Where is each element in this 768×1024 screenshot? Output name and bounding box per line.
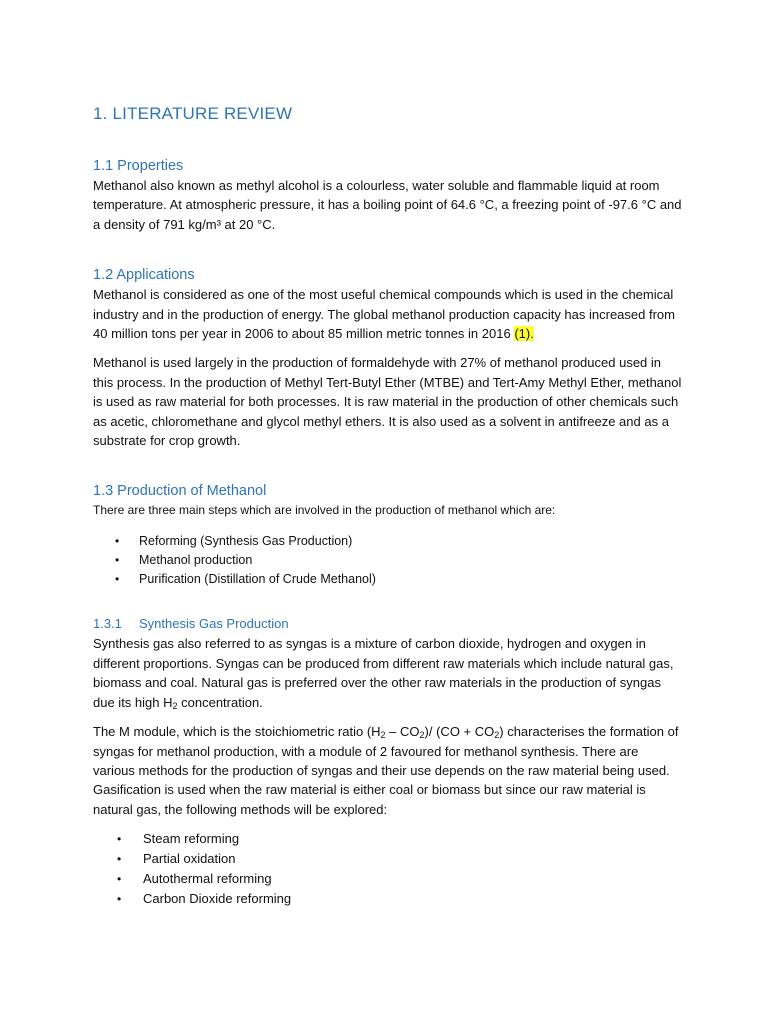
list-item: • Autothermal reforming xyxy=(93,869,683,889)
syngas-paragraph-2-start: The M module, which is the stoichiometric ratio (H xyxy=(93,724,381,740)
list-item: • Partial oxidation xyxy=(93,849,683,869)
subscript: 2 xyxy=(172,700,178,711)
syngas-methods-list xyxy=(93,829,683,909)
syngas-paragraph-2-rest: ) characterises the formation of syngas for methanol production, with a module of 2 favoured for methanol synthesis. There are various methods for the production of syngas and their use depends on the raw material being used. Gasification is used when the raw material is either coal or biomass but since our raw material is natural gas, the following methods will be explored: xyxy=(93,724,679,817)
page-title: 1. LITERATURE REVIEW xyxy=(93,104,293,123)
section-properties xyxy=(93,156,683,234)
subscript: 2 xyxy=(494,730,500,741)
applications-paragraph-1 xyxy=(93,285,683,343)
section-heading-properties: 1.1 Properties xyxy=(93,158,184,174)
section-heading-applications: 1.2 Applications xyxy=(93,267,195,284)
syngas-paragraph-2-mid1: – CO xyxy=(385,724,420,740)
section-production xyxy=(93,481,683,589)
subscript: 2 xyxy=(380,730,386,741)
list-item: • Carbon Dioxide reforming xyxy=(93,889,683,909)
document-content xyxy=(93,100,683,909)
section-syngas xyxy=(93,614,683,909)
production-steps-list xyxy=(93,532,683,589)
section-heading-production: 1.3 Production of Methanol xyxy=(93,483,267,500)
applications-paragraph-2: Methanol is used largely in the production of formaldehyde with 27% of methanol produced used in this process. In the production of Methyl Tert-Butyl Ether (MTBE) and Tert-Amy Methyl Ether, methanol is used as raw material for both processes. It is raw material in the production of other chemicals such as acetic, chloromethane and glycol methyl ethers. It is also used as a solvent in antifreeze and as a substrate for crop growth. xyxy=(93,355,682,449)
production-intro: There are three main steps which are involved in the production of methanol which are: xyxy=(93,503,556,518)
syngas-paragraph-1-text: Synthesis gas also referred to as syngas is a mixture of carbon dioxide, hydrogen and oxygen in different proportions. Syngas can be produced from different raw materials which include natural gas, biomass and coal. Natural gas is preferred over the other raw materials in the production of syngas due its high H xyxy=(93,636,674,710)
subscript: 2 xyxy=(419,730,425,741)
list-item: • Reforming (Synthesis Gas Production) xyxy=(93,532,683,551)
syngas-paragraph-1-end: concentration. xyxy=(177,694,263,710)
section-applications xyxy=(93,265,683,450)
subsection-number: 1.3.1 xyxy=(93,616,122,632)
list-item: • Steam reforming xyxy=(93,829,683,849)
syngas-paragraph-2-mid2: )/ (CO + CO xyxy=(424,724,495,740)
syngas-paragraph-2 xyxy=(93,722,683,819)
syngas-paragraph-1 xyxy=(93,634,683,712)
applications-paragraph-1-text: Methanol is considered as one of the most useful chemical compounds which is used in the chemical industry and in the production of energy. The global methanol production capacity has increased from 40 million tons per year in 2006 to about 85 million metric tonnes in 2016 xyxy=(93,287,675,342)
citation-highlight: (1). xyxy=(514,326,534,342)
subsection-heading-syngas xyxy=(93,614,683,634)
properties-paragraph: Methanol also known as methyl alcohol is a colourless, water soluble and flammable liquid at room temperature. At atmospheric pressure, it has a boiling point of 64.6 °C, a freezing point of -97.6 °C and a density of 791 kg/m³ at 20 °C. xyxy=(93,178,682,232)
list-item: • Methanol production xyxy=(93,551,683,570)
list-item: • Purification (Distillation of Crude Methanol) xyxy=(93,570,683,589)
subsection-title: Synthesis Gas Production xyxy=(139,616,289,632)
